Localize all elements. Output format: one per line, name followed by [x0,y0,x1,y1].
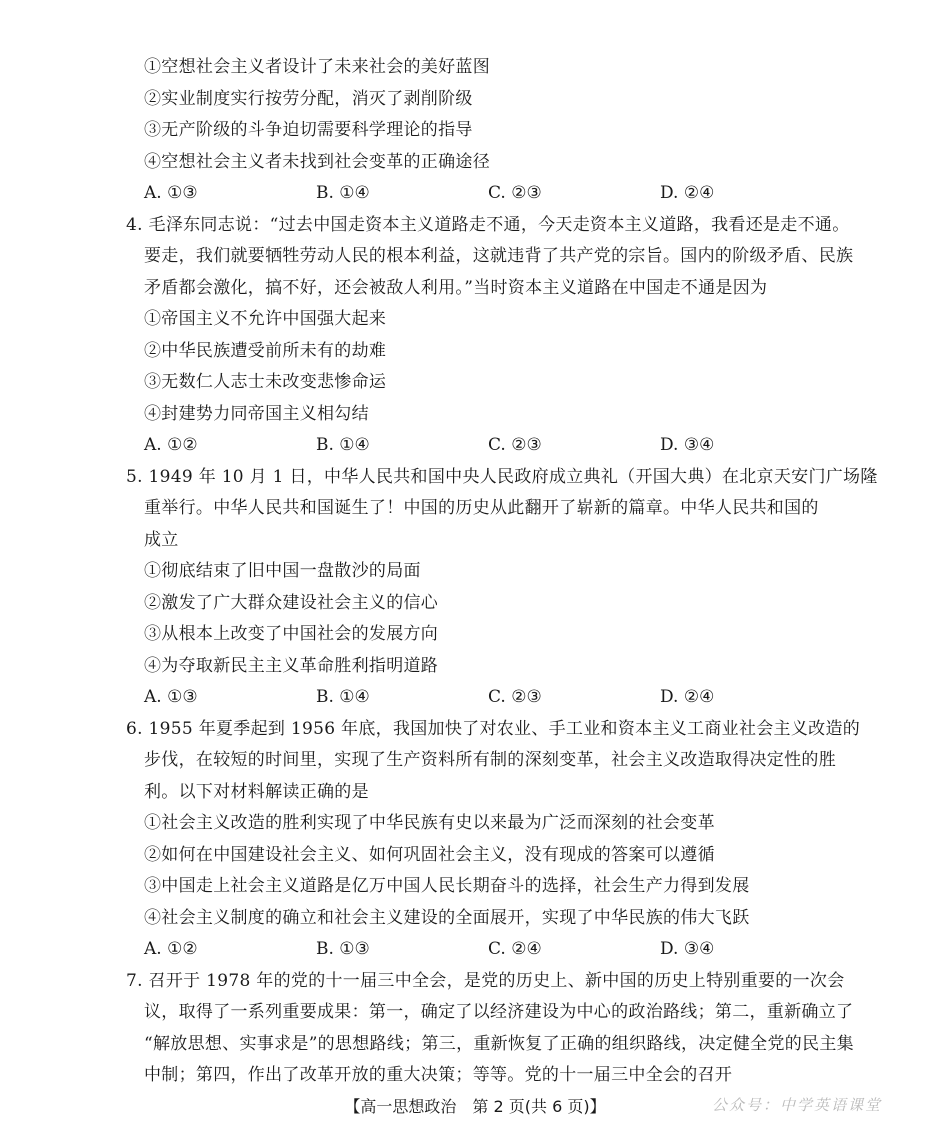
answer-choice-c: C. ②③ [488,435,542,455]
answer-choice-d: D. ②④ [660,687,715,707]
question-stem-line: 7. 召开于 1978 年的党的十一届三中全会，是党的历史上、新中国的历史上特别重要的一次会 [126,970,845,991]
question-stem-line: 6. 1955 年夏季起到 1956 年底，我国加快了对农业、手工业和资本主义工商业社会主义改造的 [126,718,861,739]
question-3-options [126,52,836,210]
option-line: ③从根本上改变了中国社会的发展方向 [144,624,439,644]
answer-choice-a: A. ①② [144,939,198,959]
answer-choices [126,682,836,714]
answer-choice-c: C. ②③ [488,183,542,203]
option-line: ①社会主义改造的胜利实现了中华民族有史以来最为广泛而深刻的社会变革 [144,813,715,833]
question-7 [126,966,854,1092]
question-stem-line: 要走，我们就要牺牲劳动人民的根本利益，这就违背了共产党的宗旨。国内的阶级矛盾、民族 [144,246,854,266]
question-4 [126,210,854,462]
question-5 [126,462,878,714]
question-stem-line: 中制；第四，作出了改革开放的重大决策；等等。党的十一届三中全会的召开 [144,1065,733,1085]
question-content [126,52,878,1092]
option-line: ④社会主义制度的确立和社会主义建设的全面展开，实现了中华民族的伟大飞跃 [144,907,750,928]
answer-choice-d: D. ②④ [660,183,715,203]
answer-choices [126,178,836,210]
answer-choice-b: B. ①④ [316,183,370,203]
answer-choice-d: D. ③④ [660,939,715,959]
answer-choice-a: A. ①② [144,435,198,455]
answer-choice-c: C. ②③ [488,687,542,707]
option-line: ④空想社会主义者未找到社会变革的正确途径 [144,151,490,172]
option-line: ④封建势力同帝国主义相勾结 [144,403,369,424]
option-line: ①帝国主义不允许中国强大起来 [144,309,387,329]
watermark: 公众号：中学英语课堂 [711,1096,882,1114]
answer-choice-b: B. ①④ [316,435,370,455]
question-stem-line: 矛盾都会激化，搞不好，还会被敌人利用。”当时资本主义道路在中国走不通是因为 [144,277,768,298]
question-stem-line: 重举行。中华人民共和国诞生了！中国的历史从此翻开了崭新的篇章。中华人民共和国的 [144,498,819,518]
option-line: ②中华民族遭受前所未有的劫难 [144,340,387,361]
answer-choice-b: B. ①④ [316,687,370,707]
option-line: ②激发了广大群众建设社会主义的信心 [144,592,439,613]
option-line: ①彻底结束了旧中国一盘散沙的局面 [144,561,421,581]
question-stem-line: 步伐，在较短的时间里，实现了生产资料所有制的深刻变革，社会主义改造取得决定性的胜 [144,750,836,770]
option-line: ②如何在中国建设社会主义、如何巩固社会主义，没有现成的答案可以遵循 [144,844,715,865]
answer-choice-d: D. ③④ [660,435,715,455]
option-line: ③中国走上社会主义道路是亿万中国人民长期奋斗的选择，社会生产力得到发展 [144,876,750,896]
answer-choices [126,430,836,462]
page-footer: 【高一思想政治 第 2 页(共 6 页)】 [344,1097,606,1116]
question-stem-line: 5. 1949 年 10 月 1 日，中华人民共和国中央人民政府成立典礼（开国大典）在北京天安门广场隆 [126,466,878,487]
option-line: ③无产阶级的斗争迫切需要科学理论的指导 [144,120,473,140]
question-stem-line: 议，取得了一系列重要成果：第一，确定了以经济建设为中心的政治路线；第二，重新确立了 [144,1002,854,1022]
question-stem-line: 利。以下对材料解读正确的是 [144,781,369,802]
answer-choices [126,934,836,966]
question-6 [126,714,861,966]
answer-choice-a: A. ①③ [144,687,198,707]
option-line: ②实业制度实行按劳分配，消灭了剥削阶级 [144,88,473,109]
question-stem-line: “解放思想、实事求是”的思想路线；第三，重新恢复了正确的组织路线，决定健全党的民主集 [144,1033,854,1054]
option-line: ③无数仁人志士未改变悲惨命运 [144,372,387,392]
option-line: ①空想社会主义者设计了未来社会的美好蓝图 [144,57,490,77]
question-stem-line: 成立 [144,529,179,550]
answer-choice-a: A. ①③ [144,183,198,203]
answer-choice-c: C. ②④ [488,939,542,959]
option-line: ④为夺取新民主主义革命胜利指明道路 [144,655,439,676]
answer-choice-b: B. ①③ [316,939,370,959]
question-stem-line: 4. 毛泽东同志说：“过去中国走资本主义道路走不通，今天走资本主义道路，我看还是走不通。 [126,214,850,235]
